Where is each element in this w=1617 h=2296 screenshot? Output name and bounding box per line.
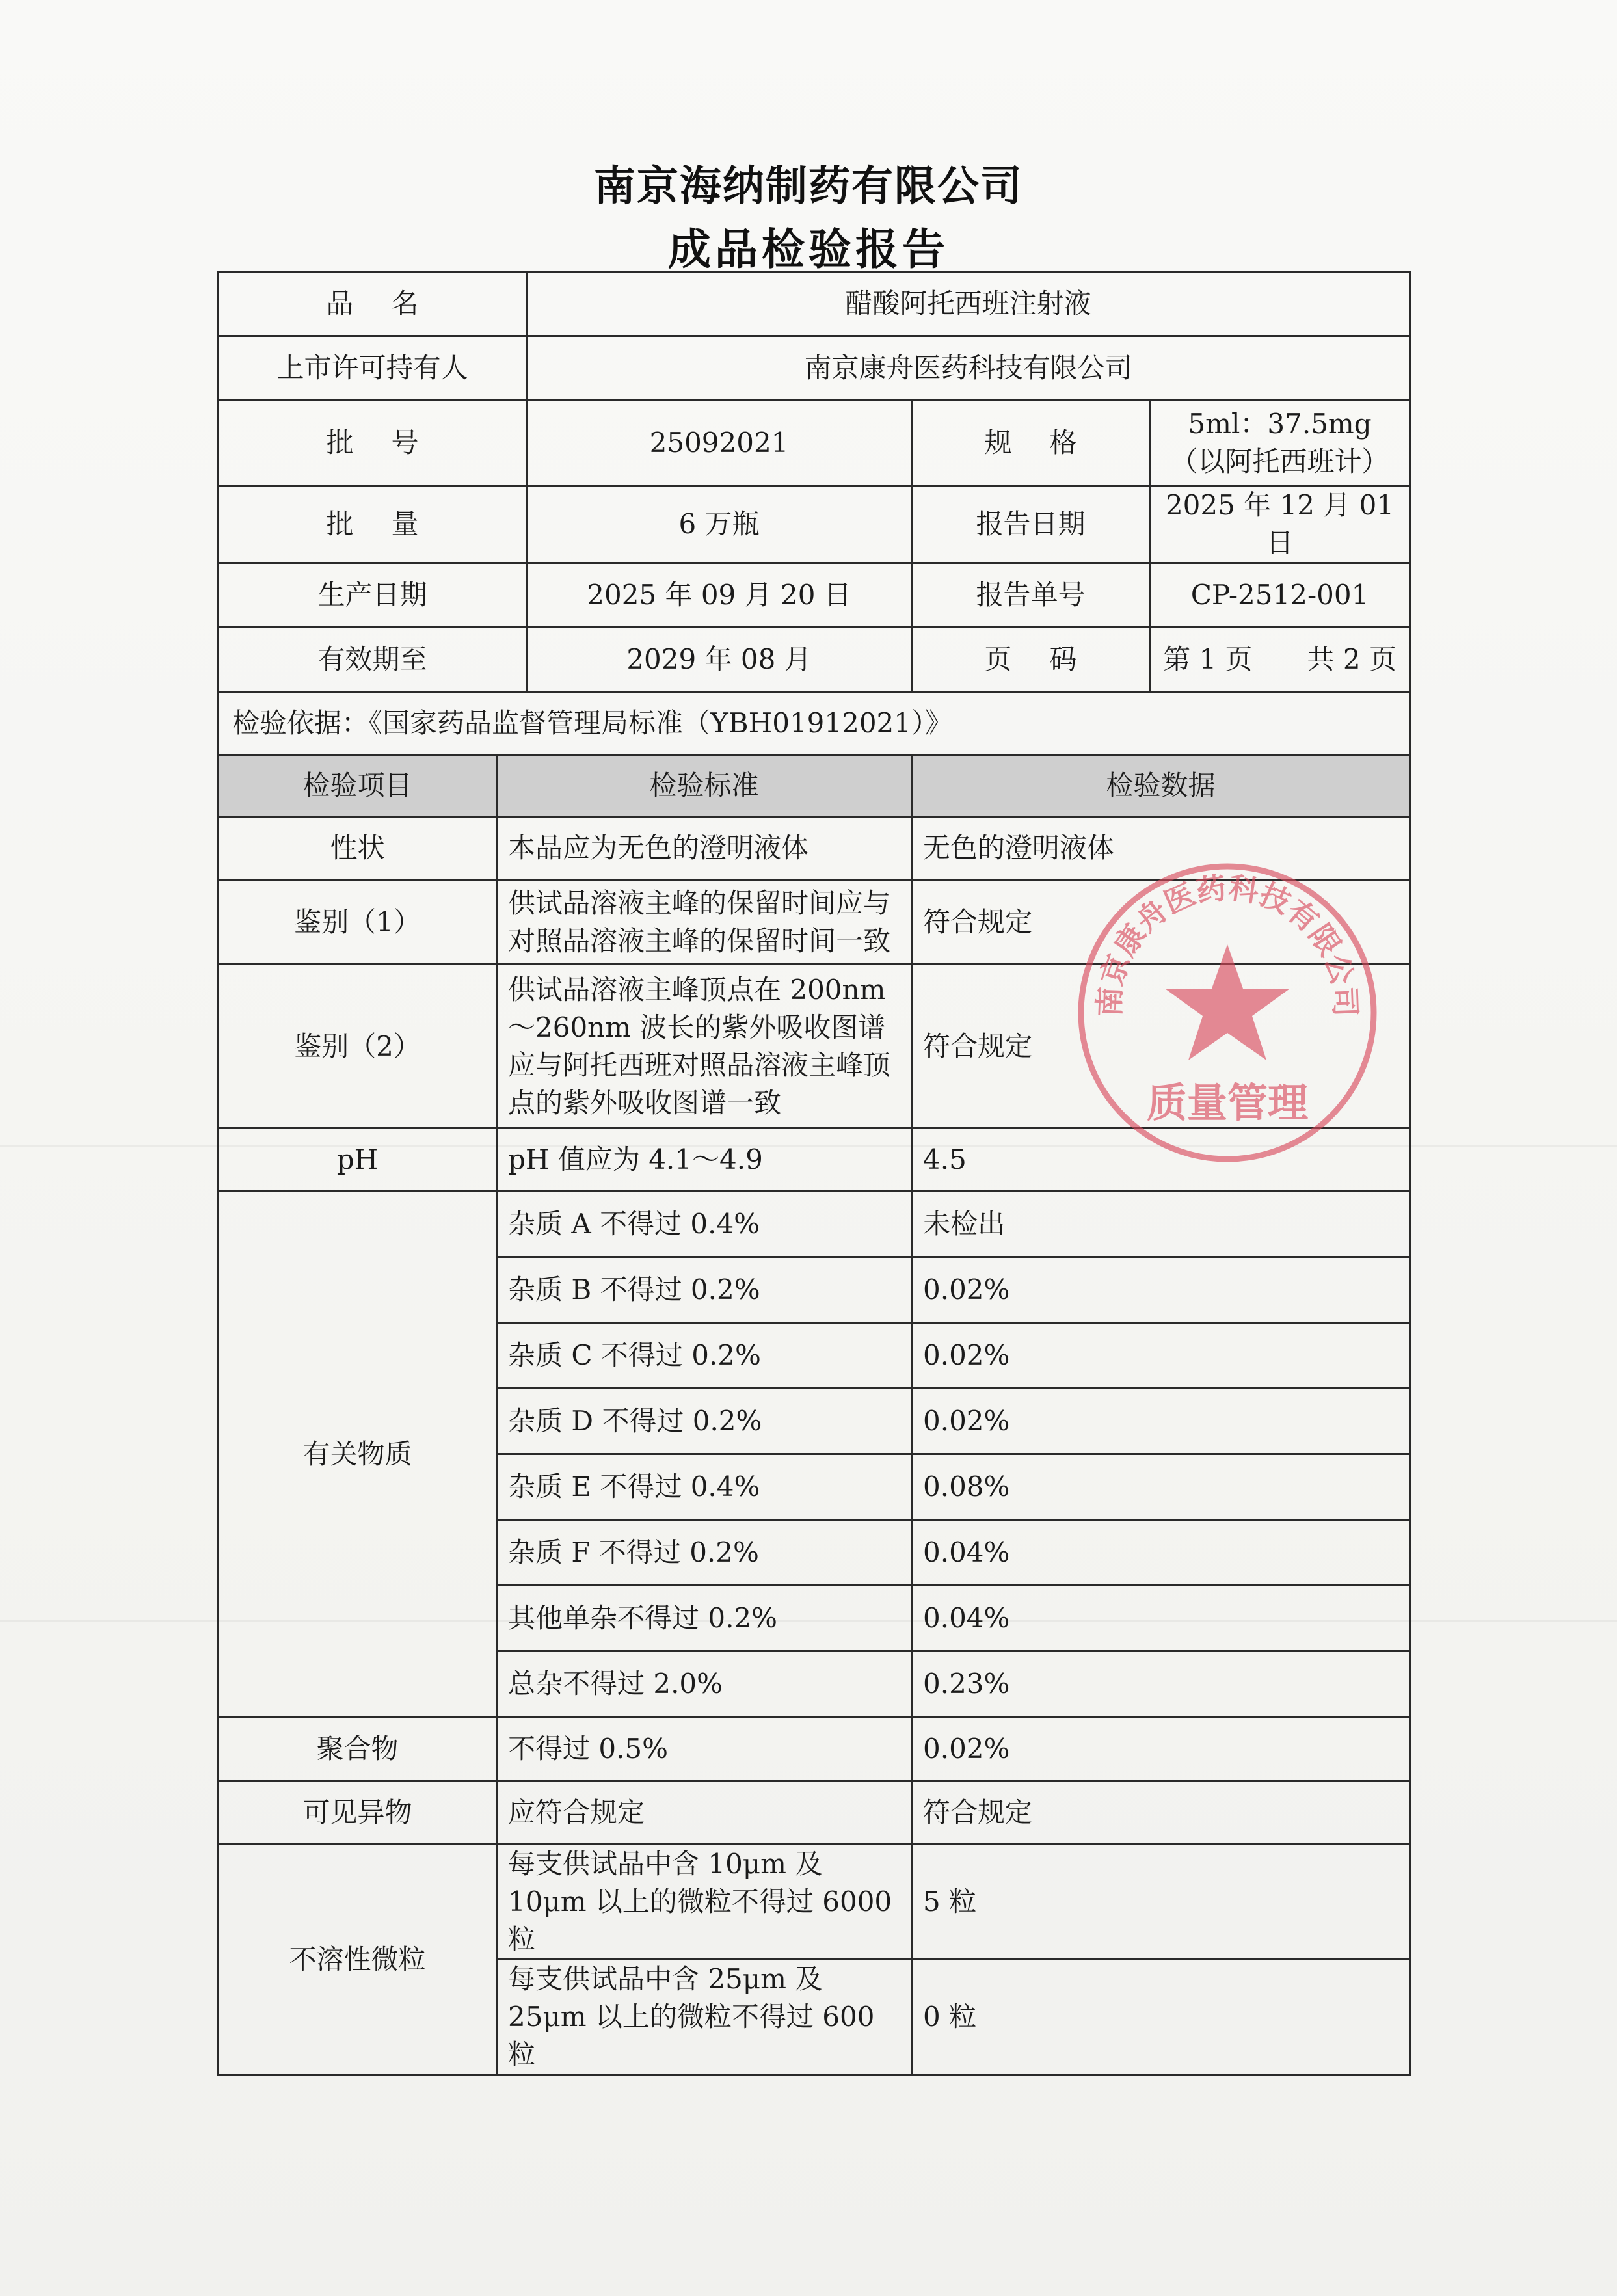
test-standard: 杂质 E 不得过 0.4% [497, 1454, 912, 1520]
test-standard: 总杂不得过 2.0% [497, 1651, 912, 1717]
test-result: 0.02% [912, 1323, 1410, 1389]
spec-line1: 5ml：37.5mg [1188, 408, 1372, 440]
test-standard: 其他单杂不得过 0.2% [497, 1586, 912, 1651]
table-header-row [219, 755, 1410, 817]
test-standard: 杂质 A 不得过 0.4% [497, 1192, 912, 1257]
company-title: 南京海纳制药有限公司 [594, 163, 1023, 211]
value-batch: 25092021 [527, 401, 912, 486]
table-row [219, 1128, 1410, 1192]
test-standard: pH 值应为 4.1～4.9 [497, 1128, 912, 1192]
row-prod-no [219, 563, 1410, 628]
table-row [219, 1717, 1410, 1781]
spec-line2: （以阿托西班计） [1170, 446, 1389, 477]
test-standard: 供试品溶液主峰顶点在 200nm～260nm 波长的紫外吸收图谱应与阿托西班对照品溶液主峰顶点的紫外吸收图谱一致 [497, 965, 912, 1128]
table-row [219, 1781, 1410, 1845]
test-standard: 杂质 C 不得过 0.2% [497, 1323, 912, 1389]
test-item-particles: 不溶性微粒 [219, 1845, 497, 2075]
label-qty: 批量 [219, 486, 527, 563]
label-batch: 批号 [219, 401, 527, 486]
label-report-date: 报告日期 [912, 486, 1150, 563]
test-standard: 应符合规定 [497, 1781, 912, 1845]
table-row [219, 965, 1410, 1128]
test-standard: 供试品溶液主峰的保留时间应与对照品溶液主峰的保留时间一致 [497, 880, 912, 965]
test-item-related: 有关物质 [219, 1192, 497, 1717]
test-result: 0.04% [912, 1520, 1410, 1586]
test-item: 性状 [219, 817, 497, 880]
table-row [219, 1845, 1410, 1960]
value-holder: 南京康舟医药科技有限公司 [527, 336, 1410, 401]
value-page: 第 1 页 共 2 页 [1150, 628, 1410, 692]
test-result: 0.23% [912, 1651, 1410, 1717]
test-result: 0.02% [912, 1717, 1410, 1781]
value-report-no: CP-2512-001 [1150, 563, 1410, 628]
row-product [219, 272, 1410, 336]
test-result: 0.02% [912, 1389, 1410, 1454]
test-standard: 每支供试品中含 10μm 及 10μm 以上的微粒不得过 6000 粒 [497, 1845, 912, 1960]
row-basis [219, 692, 1410, 755]
label-expiry: 有效期至 [219, 628, 527, 692]
test-standard: 每支供试品中含 25μm 及 25μm 以上的微粒不得过 600 粒 [497, 1960, 912, 2075]
test-item: pH [219, 1128, 497, 1192]
label-page: 页码 [912, 628, 1150, 692]
test-item: 鉴别（2） [219, 965, 497, 1128]
test-result: 符合规定 [912, 965, 1410, 1128]
value-report-date: 2025 年 12 月 01 日 [1150, 486, 1410, 563]
row-holder [219, 336, 1410, 401]
report-title: 成品检验报告 [668, 224, 949, 274]
value-expiry: 2029 年 08 月 [527, 628, 912, 692]
row-expiry-page [219, 628, 1410, 692]
stamp-text: 南京康舟医药科技有限公司 [1091, 870, 1363, 1018]
label-holder: 上市许可持有人 [219, 336, 527, 401]
test-result: 符合规定 [912, 1781, 1410, 1845]
col-header-data: 检验数据 [912, 755, 1410, 817]
value-qty: 6 万瓶 [527, 486, 912, 563]
col-header-standard: 检验标准 [497, 755, 912, 817]
table-row [219, 817, 1410, 880]
table-row [219, 880, 1410, 965]
label-report-no: 报告单号 [912, 563, 1150, 628]
inspection-report-table [217, 271, 1411, 2076]
test-standard: 杂质 B 不得过 0.2% [497, 1257, 912, 1323]
label-spec: 规格 [912, 401, 1150, 486]
test-result: 0.08% [912, 1454, 1410, 1520]
inspection-basis: 检验依据：《国家药品监督管理局标准（YBH01912021）》 [219, 692, 1410, 755]
label-prod-date: 生产日期 [219, 563, 527, 628]
value-spec [1150, 401, 1410, 486]
test-result: 0.02% [912, 1257, 1410, 1323]
test-result: 符合规定 [912, 880, 1410, 965]
test-standard: 杂质 F 不得过 0.2% [497, 1520, 912, 1586]
test-result: 无色的澄明液体 [912, 817, 1410, 880]
value-product: 醋酸阿托西班注射液 [527, 272, 1410, 336]
col-header-item: 检验项目 [219, 755, 497, 817]
table-row [219, 1192, 1410, 1257]
test-item: 聚合物 [219, 1717, 497, 1781]
test-standard: 杂质 D 不得过 0.2% [497, 1389, 912, 1454]
test-item: 鉴别（1） [219, 880, 497, 965]
test-result: 未检出 [912, 1192, 1410, 1257]
test-result: 5 粒 [912, 1845, 1410, 1960]
value-prod-date: 2025 年 09 月 20 日 [527, 563, 912, 628]
row-batch-spec [219, 401, 1410, 486]
test-result: 4.5 [912, 1128, 1410, 1192]
stamp-subtext: 质量管理 [1146, 1079, 1309, 1127]
row-qty-date [219, 486, 1410, 563]
test-standard: 不得过 0.5% [497, 1717, 912, 1781]
test-result: 0.04% [912, 1586, 1410, 1651]
test-item: 可见异物 [219, 1781, 497, 1845]
label-product: 品名 [219, 272, 527, 336]
test-result: 0 粒 [912, 1960, 1410, 2075]
test-standard: 本品应为无色的澄明液体 [497, 817, 912, 880]
